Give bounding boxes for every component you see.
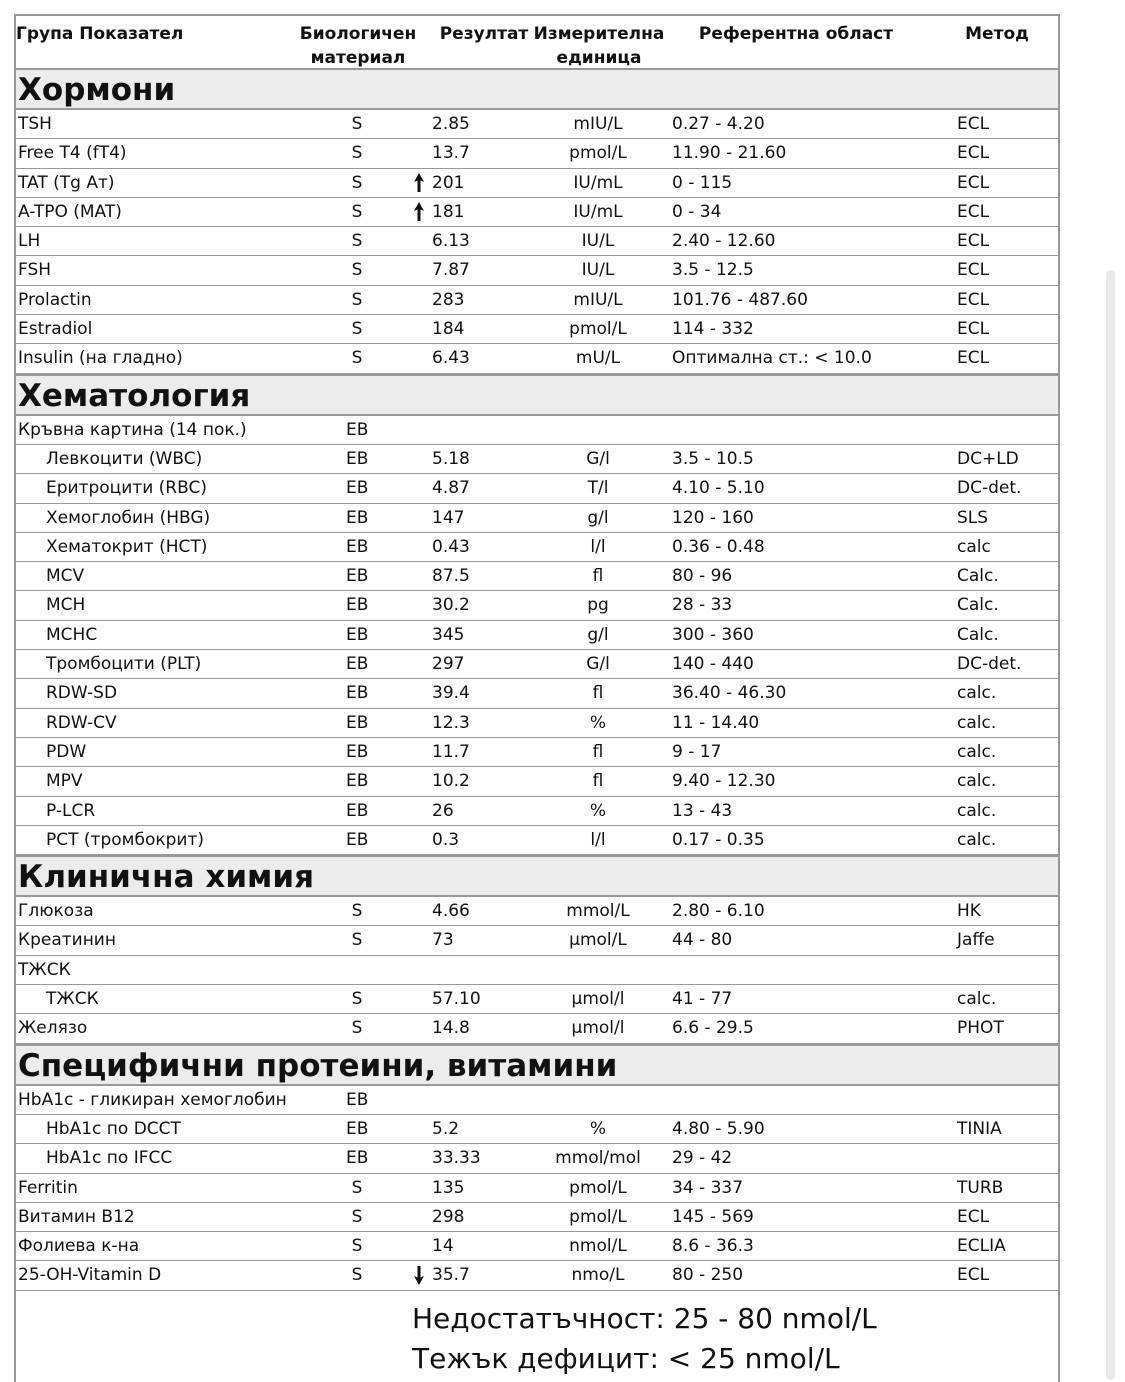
row-result: 181 (432, 201, 465, 222)
row-name: MPV (46, 771, 83, 792)
arrow-up-icon (412, 201, 426, 223)
row-material: S (351, 114, 363, 134)
row-result: 2.85 (432, 114, 470, 134)
row-unit: l/l (590, 536, 606, 557)
row-name: HbA1c по IFCC (46, 1148, 173, 1169)
row-material: EB (346, 654, 369, 675)
row-unit: mIU/L (573, 289, 623, 310)
row-reference: 120 - 160 (672, 507, 754, 528)
table-row (16, 767, 1058, 796)
row-unit: nmol/L (569, 1236, 627, 1257)
row-material: S (351, 348, 363, 369)
row-reference: 28 - 33 (672, 595, 733, 616)
row-material: S (351, 1265, 363, 1286)
table-row (16, 709, 1058, 738)
row-method: ECL (957, 201, 990, 222)
row-name: RDW-CV (46, 712, 117, 733)
row-name: MCV (46, 566, 85, 587)
row-material: S (351, 1206, 363, 1227)
row-method: ECL (957, 319, 990, 340)
row-name: Free T4 (fT4) (18, 143, 127, 164)
row-unit: mmol/mol (555, 1148, 641, 1169)
row-unit: µmol/l (571, 989, 625, 1010)
row-result: 13.7 (432, 143, 470, 164)
table-header (16, 16, 1058, 68)
row-result: 11.7 (432, 741, 470, 762)
row-reference: 300 - 360 (672, 624, 754, 645)
row-name: Insulin (на гладно) (18, 348, 183, 369)
row-reference: 9.40 - 12.30 (672, 771, 776, 792)
row-name: PDW (46, 741, 87, 762)
row-material: EB (346, 448, 369, 469)
row-method: calc. (957, 712, 997, 733)
row-material: EB (346, 741, 369, 762)
row-unit: mU/L (575, 348, 621, 369)
table-row (16, 591, 1058, 620)
row-reference: 0 - 115 (672, 172, 733, 193)
row-unit: % (589, 1118, 607, 1139)
table-row (16, 504, 1058, 533)
row-unit: fl (592, 683, 604, 704)
row-name: ТЖСК (46, 989, 99, 1010)
header-unit: Измерителна единица (533, 24, 665, 68)
row-name: 25-OH-Vitamin D (18, 1265, 162, 1286)
row-result: 4.66 (432, 901, 470, 922)
row-result: 14 (432, 1236, 454, 1257)
table-row (16, 286, 1058, 315)
row-unit: pmol/L (569, 143, 627, 164)
row-material: EB (346, 771, 369, 792)
row-unit: IU/mL (573, 201, 623, 222)
row-material: EB (346, 683, 369, 704)
table-row (16, 1203, 1058, 1232)
row-material: EB (346, 800, 369, 821)
row-method: ECL (957, 348, 990, 369)
row-unit: µmol/L (569, 930, 627, 951)
row-material: S (351, 930, 363, 951)
row-material: EB (346, 624, 369, 645)
table-row (16, 1232, 1058, 1261)
arrow-down-icon (412, 1264, 426, 1286)
row-reference: 140 - 440 (672, 654, 754, 675)
results-table-body (16, 68, 1058, 1291)
table-row (16, 474, 1058, 503)
row-name: TSH (18, 114, 52, 134)
row-method: DC-det. (957, 478, 1022, 499)
row-method: calc. (957, 741, 997, 762)
vitamin-d-note-deficiency: Тежък дефицит: < 25 nmol/L (412, 1342, 840, 1375)
table-row (16, 621, 1058, 650)
row-name: LH (18, 231, 41, 252)
header-material: Биологичен материал (299, 24, 417, 68)
section-title: Клинична химия (16, 855, 1058, 897)
row-method: SLS (957, 507, 989, 528)
row-method: ECL (957, 260, 990, 281)
table-row (16, 1144, 1058, 1173)
row-method: ECL (957, 231, 990, 252)
row-name: Креатинин (18, 930, 116, 951)
table-row (16, 1174, 1058, 1203)
row-method: calc. (957, 989, 997, 1010)
row-material: S (351, 1236, 363, 1257)
row-unit: g/l (587, 624, 609, 645)
row-method: calc. (957, 829, 997, 850)
row-reference: 41 - 77 (672, 989, 733, 1010)
table-row (16, 1261, 1058, 1290)
row-unit: mmol/L (566, 901, 630, 922)
row-name: MCH (46, 595, 86, 616)
row-material: EB (346, 712, 369, 733)
row-material: EB (346, 507, 369, 528)
row-name: Желязо (18, 1018, 88, 1039)
row-reference: 34 - 337 (672, 1177, 744, 1198)
row-unit: G/l (586, 448, 610, 469)
row-result: 26 (432, 800, 454, 821)
row-result: 10.2 (432, 771, 470, 792)
lab-results-sheet (14, 14, 1060, 1382)
table-row (16, 139, 1058, 168)
vertical-scrollbar[interactable] (1106, 270, 1115, 1380)
row-reference: 3.5 - 12.5 (672, 260, 754, 281)
row-method: ECL (957, 1206, 990, 1227)
row-unit: % (589, 712, 607, 733)
row-name: Фолиева к-на (18, 1236, 140, 1257)
row-name: PCT (тромбокрит) (46, 829, 204, 850)
row-unit: T/l (587, 478, 609, 499)
row-reference: 4.80 - 5.90 (672, 1118, 765, 1139)
table-row (16, 315, 1058, 344)
section-title: Хормони (16, 68, 1058, 110)
table-row (16, 956, 1058, 985)
table-row (16, 826, 1058, 855)
row-result: 57.10 (432, 989, 481, 1010)
row-reference: 80 - 96 (672, 566, 733, 587)
row-unit: G/l (586, 654, 610, 675)
row-material: EB (346, 478, 369, 499)
table-row (16, 650, 1058, 679)
row-unit: nmo/L (571, 1265, 625, 1286)
row-name: Хемоглобин (HBG) (46, 507, 211, 528)
row-result: 39.4 (432, 683, 470, 704)
row-unit: fl (592, 771, 604, 792)
row-unit: µmol/l (571, 1018, 625, 1039)
row-method: Calc. (957, 624, 999, 645)
row-reference: 36.40 - 46.30 (672, 683, 787, 704)
row-method: PHOT (957, 1018, 1004, 1039)
row-method: Jaffe (957, 930, 995, 951)
row-name: P-LCR (46, 800, 96, 821)
table-row (16, 562, 1058, 591)
table-row (16, 533, 1058, 562)
row-reference: 8.6 - 36.3 (672, 1236, 754, 1257)
table-row (16, 198, 1058, 227)
table-row (16, 1014, 1058, 1043)
row-material: EB (346, 595, 369, 616)
row-result: 297 (432, 654, 465, 675)
row-name: Тромбоцити (PLT) (46, 654, 202, 675)
row-material: S (351, 1018, 363, 1039)
row-result: 35.7 (432, 1265, 470, 1286)
row-unit: IU/L (581, 231, 615, 252)
row-result: 201 (432, 172, 465, 193)
row-reference: 6.6 - 29.5 (672, 1018, 754, 1039)
row-method: calc. (957, 800, 997, 821)
row-result: 14.8 (432, 1018, 470, 1039)
header-method: Метод (965, 24, 1029, 44)
row-result: 0.3 (432, 829, 460, 850)
row-reference: Оптимална ст.: < 10.0 (672, 348, 872, 369)
table-row (16, 897, 1058, 926)
table-row (16, 679, 1058, 708)
row-name: HbA1c по DCCT (46, 1118, 181, 1139)
row-reference: 114 - 332 (672, 319, 754, 340)
table-row (16, 416, 1058, 445)
row-name: Еритроцити (RBC) (46, 478, 207, 499)
row-name: TAT (Tg Aт) (18, 172, 115, 193)
row-name: Кръвна картина (14 пок.) (18, 419, 247, 440)
row-material: S (351, 1177, 363, 1198)
table-row (16, 797, 1058, 826)
row-result: 12.3 (432, 712, 470, 733)
row-result: 5.18 (432, 448, 470, 469)
row-method: ECL (957, 1265, 990, 1286)
row-unit: pmol/L (569, 1177, 627, 1198)
row-reference: 101.76 - 487.60 (672, 289, 808, 310)
row-material: EB (346, 566, 369, 587)
row-result: 5.2 (432, 1118, 460, 1139)
row-reference: 4.10 - 5.10 (672, 478, 765, 499)
header-reference: Референтна област (698, 24, 894, 44)
row-material: S (351, 901, 363, 922)
row-name: A-TPO (MAT) (18, 201, 122, 222)
row-reference: 0 - 34 (672, 201, 722, 222)
table-row (16, 985, 1058, 1014)
row-result: 33.33 (432, 1148, 481, 1169)
row-method: ECL (957, 114, 990, 134)
row-method: DC+LD (957, 448, 1019, 469)
row-name: Витамин B12 (18, 1206, 135, 1227)
row-name: HbA1c - гликиран хемоглобин (18, 1089, 287, 1110)
row-method: Calc. (957, 566, 999, 587)
row-material: EB (346, 1089, 369, 1110)
arrow-up-icon (412, 172, 426, 194)
row-result: 87.5 (432, 566, 470, 587)
row-result: 30.2 (432, 595, 470, 616)
table-row (16, 227, 1058, 256)
table-row (16, 256, 1058, 285)
row-method: TURB (957, 1177, 1004, 1198)
row-unit: fl (592, 741, 604, 762)
row-result: 345 (432, 624, 465, 645)
row-unit: mIU/L (573, 114, 623, 134)
section-title: Хематология (16, 374, 1058, 416)
row-reference: 29 - 42 (672, 1148, 733, 1169)
row-material: S (351, 289, 363, 310)
row-name: RDW-SD (46, 683, 118, 704)
row-reference: 0.17 - 0.35 (672, 829, 765, 850)
row-material: S (351, 172, 363, 193)
row-material: S (351, 319, 363, 340)
row-method: DC-det. (957, 654, 1022, 675)
row-material: S (351, 260, 363, 281)
row-reference: 9 - 17 (672, 741, 722, 762)
row-name: Глюкоза (18, 901, 94, 922)
row-material: EB (346, 536, 369, 557)
row-method: ECL (957, 289, 990, 310)
row-reference: 11.90 - 21.60 (672, 143, 787, 164)
row-result: 147 (432, 507, 465, 528)
row-result: 283 (432, 289, 465, 310)
row-name: MCHC (46, 624, 98, 645)
table-row (16, 110, 1058, 139)
row-material: S (351, 989, 363, 1010)
header-result: Резултат (439, 24, 529, 44)
row-unit: pmol/L (569, 319, 627, 340)
row-reference: 0.36 - 0.48 (672, 536, 765, 557)
row-name: Хематокрит (HCT) (46, 536, 208, 557)
row-method: ECL (957, 172, 990, 193)
row-material: S (351, 201, 363, 222)
row-reference: 0.27 - 4.20 (672, 114, 765, 134)
row-result: 4.87 (432, 478, 470, 499)
row-reference: 13 - 43 (672, 800, 733, 821)
table-row (16, 169, 1058, 198)
table-row (16, 738, 1058, 767)
row-name: Prolactin (18, 289, 92, 310)
row-method: HK (957, 901, 981, 922)
vitamin-d-note-insufficiency: Недостатъчност: 25 - 80 nmol/L (412, 1302, 877, 1335)
row-reference: 2.80 - 6.10 (672, 901, 765, 922)
table-row (16, 1086, 1058, 1115)
row-unit: IU/mL (573, 172, 623, 193)
row-name: Estradiol (18, 319, 93, 340)
row-name: ТЖСК (18, 959, 71, 980)
row-method: calc. (957, 683, 997, 704)
row-method: ECLIA (957, 1236, 1006, 1257)
row-unit: pg (587, 595, 609, 616)
row-reference: 44 - 80 (672, 930, 733, 951)
row-result: 184 (432, 319, 465, 340)
row-method: calc (957, 536, 991, 557)
table-row (16, 344, 1058, 373)
table-row (16, 445, 1058, 474)
row-material: EB (346, 1148, 369, 1169)
row-reference: 145 - 569 (672, 1206, 754, 1227)
row-result: 7.87 (432, 260, 470, 281)
row-result: 298 (432, 1206, 465, 1227)
row-material: S (351, 143, 363, 164)
row-material: EB (346, 1118, 369, 1139)
row-unit: pmol/L (569, 1206, 627, 1227)
row-method: Calc. (957, 595, 999, 616)
header-group: Група Показател (16, 24, 184, 44)
row-name: FSH (18, 260, 52, 281)
row-unit: % (589, 800, 607, 821)
row-reference: 2.40 - 12.60 (672, 231, 776, 252)
row-reference: 3.5 - 10.5 (672, 448, 754, 469)
row-unit: IU/L (581, 260, 615, 281)
row-material: EB (346, 419, 369, 440)
row-result: 6.43 (432, 348, 470, 369)
row-method: calc. (957, 771, 997, 792)
row-method: TINIA (957, 1118, 1002, 1139)
row-unit: fl (592, 566, 604, 587)
row-method: ECL (957, 143, 990, 164)
row-reference: 80 - 250 (672, 1265, 744, 1286)
row-result: 6.13 (432, 231, 470, 252)
row-result: 73 (432, 930, 454, 951)
row-material: EB (346, 829, 369, 850)
row-result: 0.43 (432, 536, 470, 557)
row-name: Ferritin (18, 1177, 78, 1198)
row-material: S (351, 231, 363, 252)
row-unit: l/l (590, 829, 606, 850)
row-unit: g/l (587, 507, 609, 528)
row-result: 135 (432, 1177, 465, 1198)
table-row (16, 926, 1058, 955)
section-title: Специфични протеини, витамини (16, 1044, 1058, 1086)
row-reference: 11 - 14.40 (672, 712, 760, 733)
row-name: Левкоцити (WBC) (46, 448, 203, 469)
table-row (16, 1115, 1058, 1144)
